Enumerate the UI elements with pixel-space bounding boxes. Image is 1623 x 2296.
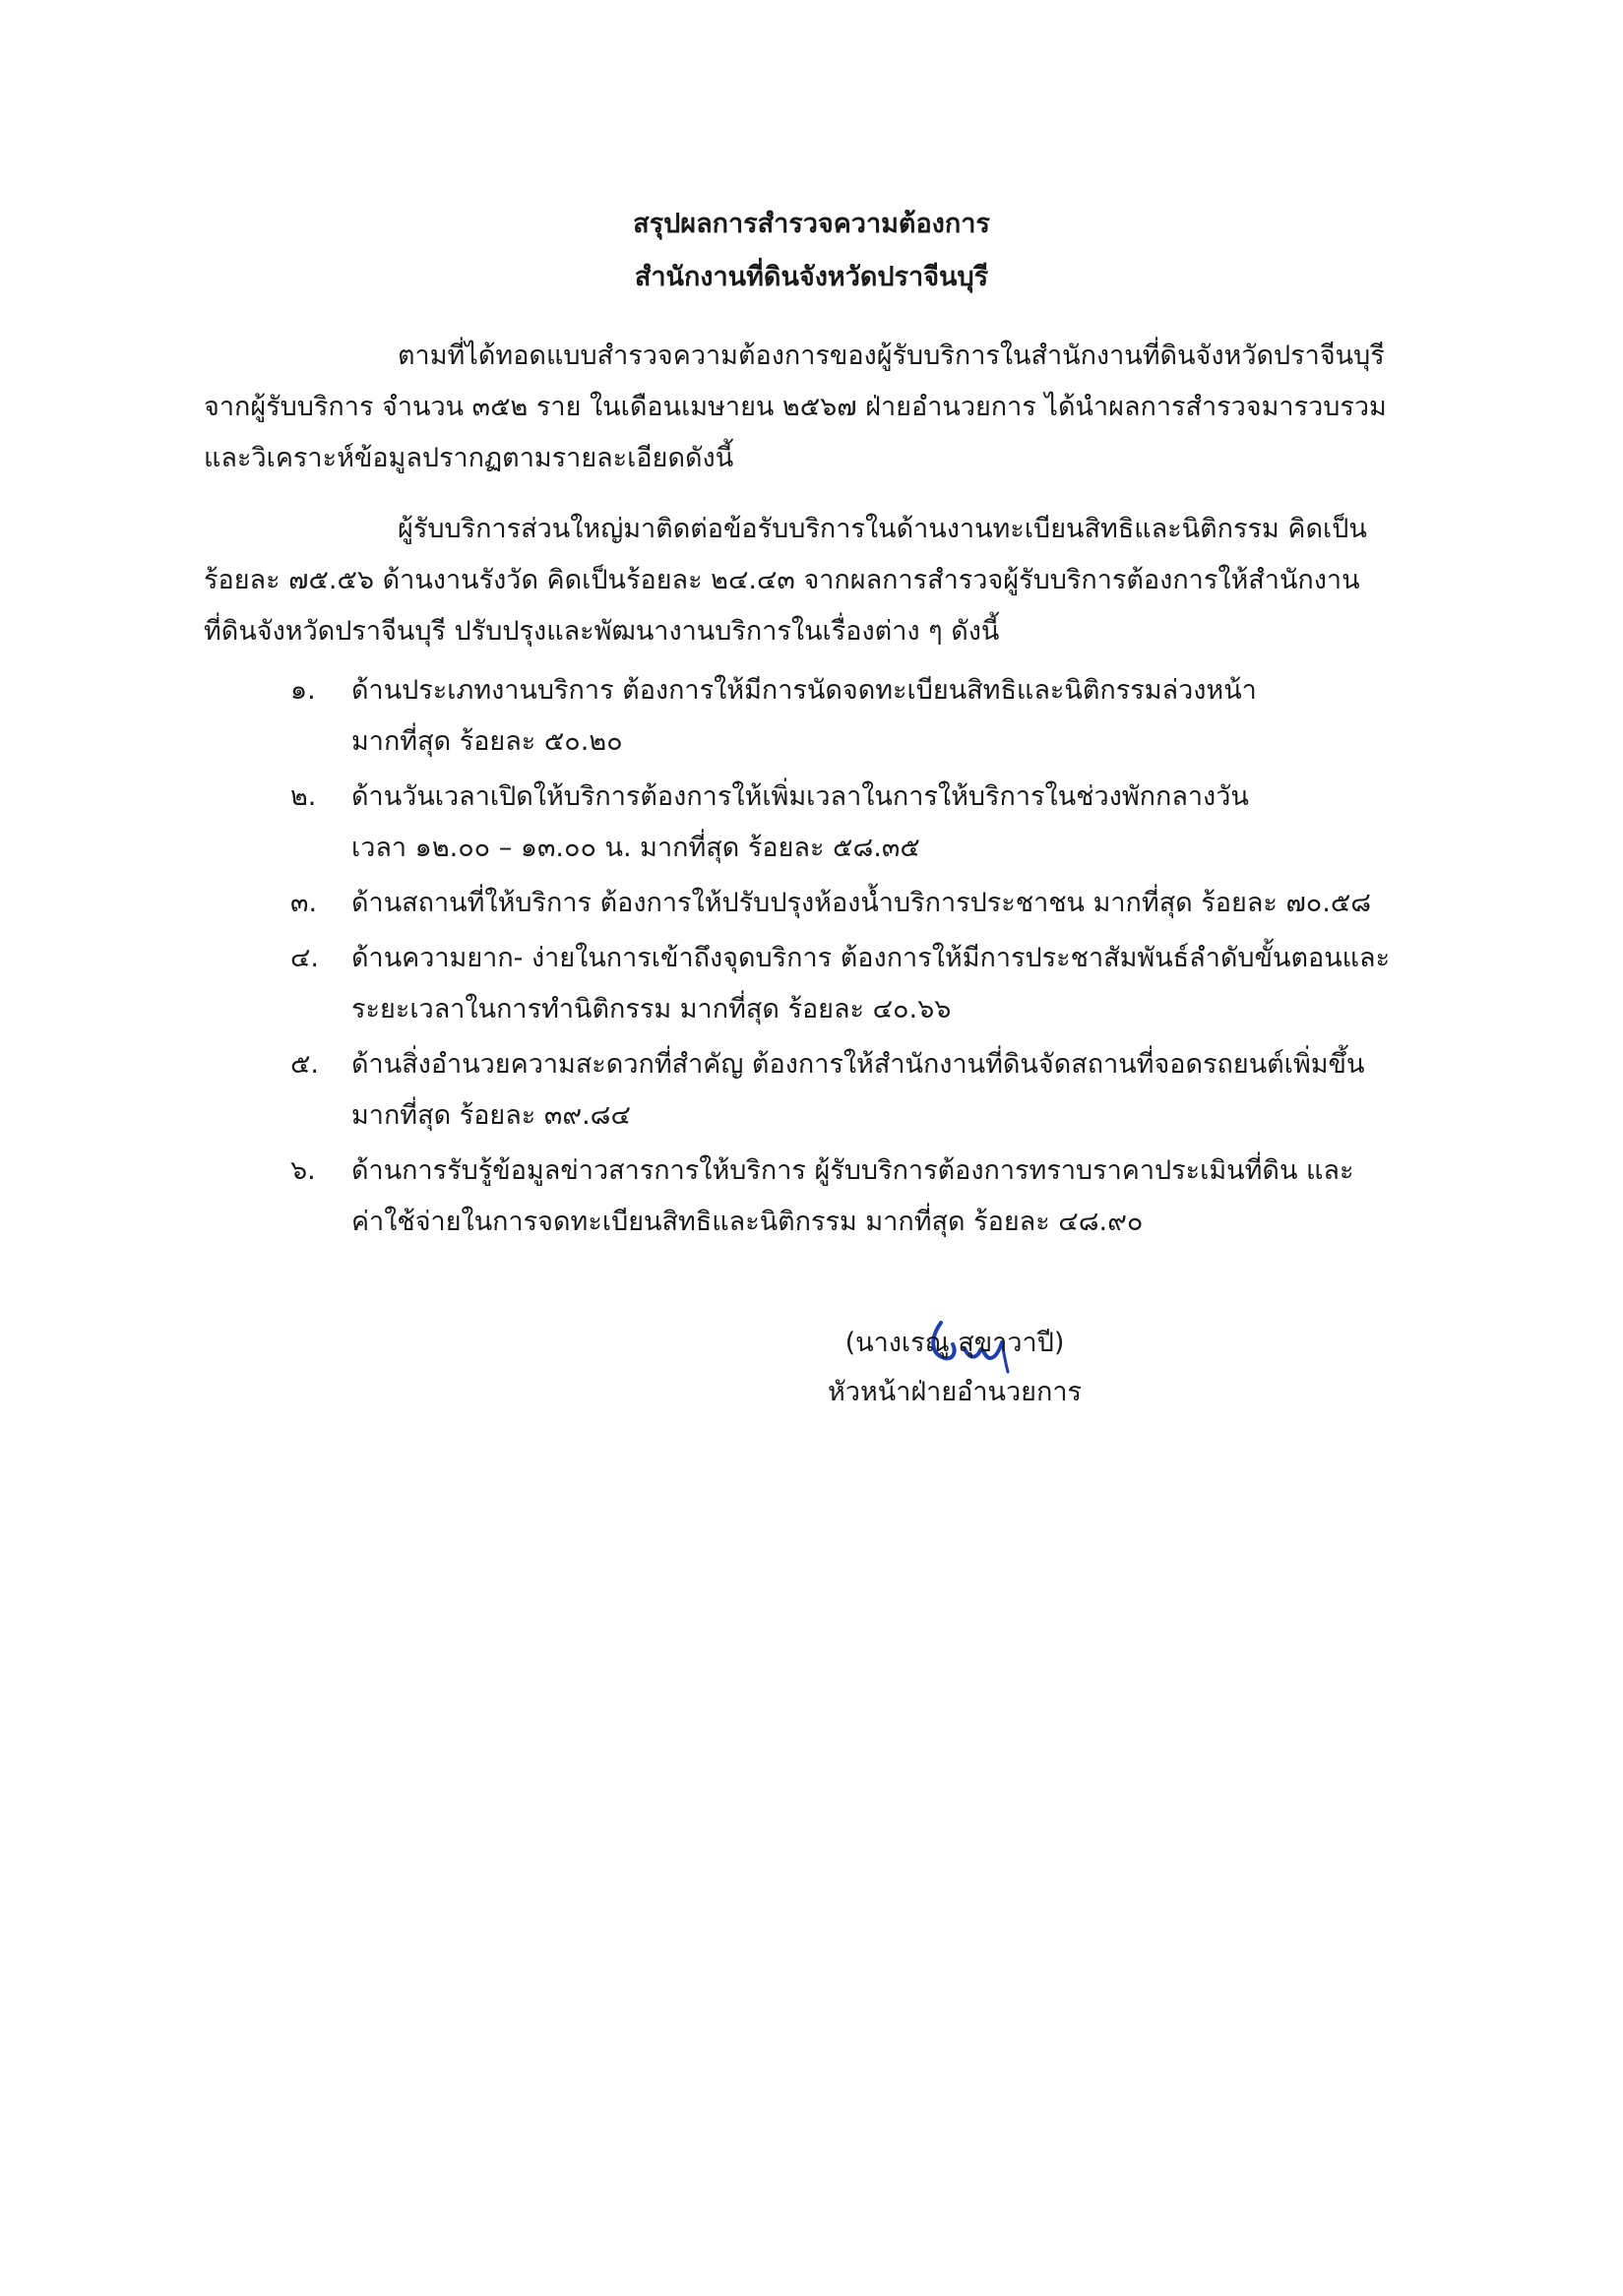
- paragraph-line: จากผู้รับบริการ จำนวน ๓๕๒ ราย ในเดือนเมษายน ๒๕๖๗ ฝ่ายอำนวยการ ได้นำผลการสำรวจมารวบรวม: [204, 392, 1387, 422]
- paragraph-line: และวิเคราะห์ข้อมูลปรากฏตามรายละเอียดดังนี้: [204, 443, 734, 473]
- findings-list: [290, 665, 1422, 1252]
- list-item: [290, 1039, 1422, 1142]
- item-number: ๕.: [290, 1049, 320, 1080]
- item-text: มากที่สุด ร้อยละ ๕๐.๒๐: [351, 726, 623, 757]
- intro-paragraph: [204, 331, 1424, 484]
- list-item: [290, 772, 1422, 874]
- paragraph-line: ผู้รับบริการส่วนใหญ่มาติดต่อข้อรับบริการในด้านงานทะเบียนสิทธิและนิติกรรม คิดเป็น: [398, 514, 1367, 544]
- list-item: [290, 933, 1422, 1035]
- item-text: ค่าใช้จ่ายในการจดทะเบียนสิทธิและนิติกรรม มากที่สุด ร้อยละ ๔๘.๙๐: [351, 1207, 1144, 1237]
- item-number: ๒.: [290, 781, 317, 812]
- document-subtitle: สำนักงานที่ดินจังหวัดปราจีนบุรี: [634, 262, 989, 292]
- paragraph-line: ตามที่ได้ทอดแบบสำรวจความต้องการของผู้รับบริการในสำนักงานที่ดินจังหวัดปราจีนบุรี: [398, 341, 1385, 371]
- item-text: ด้านสถานที่ให้บริการ ต้องการให้ปรับปรุงห้องน้ำบริการประชาชน มากที่สุด ร้อยละ ๗๐.๕๘: [351, 888, 1372, 918]
- item-text: มากที่สุด ร้อยละ ๓๙.๘๔: [351, 1100, 631, 1131]
- signer-position: หัวหน้าฝ่ายอำนวยการ: [827, 1377, 1082, 1407]
- item-text: ด้านการรับรู้ข้อมูลข่าวสารการให้บริการ ผู้รับบริการต้องการทราบราคาประเมินที่ดิน และ: [351, 1155, 1354, 1186]
- item-text: ระยะเวลาในการทำนิติกรรม มากที่สุด ร้อยละ ๔๐.๖๖: [351, 994, 952, 1024]
- item-number: ๔.: [290, 943, 320, 973]
- item-number: ๑.: [290, 675, 316, 706]
- paragraph-line: ร้อยละ ๗๕.๕๖ ด้านงานรังวัด คิดเป็นร้อยละ ๒๔.๔๓ จากผลการสำรวจผู้รับบริการต้องการให้สำนักงาน: [204, 565, 1360, 595]
- item-text: ด้านประเภทงานบริการ ต้องการให้มีการนัดจดทะเบียนสิทธิและนิติกรรมล่วงหน้า: [351, 675, 1257, 706]
- item-number: ๓.: [290, 888, 318, 918]
- item-text: ด้านวันเวลาเปิดให้บริการต้องการให้เพิ่มเวลาในการให้บริการในช่วงพักกลางวัน: [351, 781, 1249, 812]
- list-item: [290, 665, 1422, 768]
- document-title: สรุปผลการสำรวจความต้องการ: [633, 209, 990, 239]
- item-text: เวลา ๑๒.๐๐ – ๑๓.๐๐ น. มากที่สุด ร้อยละ ๕๘.๓๕: [351, 833, 920, 863]
- item-text: ด้านสิ่งอำนวยความสะดวกที่สำคัญ ต้องการให้สำนักงานที่ดินจัดสถานที่จอดรถยนต์เพิ่มขึ้น: [351, 1049, 1365, 1080]
- paragraph-line: ที่ดินจังหวัดปราจีนบุรี ปรับปรุงและพัฒนางานบริการในเรื่องต่าง ๆ ดังนี้: [204, 616, 1000, 647]
- signature-block: [807, 1319, 1102, 1417]
- item-text: ด้านความยาก- ง่ายในการเข้าถึงจุดบริการ ต้องการให้มีการประชาสัมพันธ์ลำดับขั้นตอนและ: [351, 943, 1391, 973]
- signer-name: (นางเรณู สุขาวาปี): [844, 1328, 1065, 1358]
- item-number: ๖.: [290, 1155, 316, 1186]
- list-item: [290, 1146, 1422, 1248]
- summary-paragraph: [204, 504, 1424, 657]
- list-item: [290, 878, 1422, 929]
